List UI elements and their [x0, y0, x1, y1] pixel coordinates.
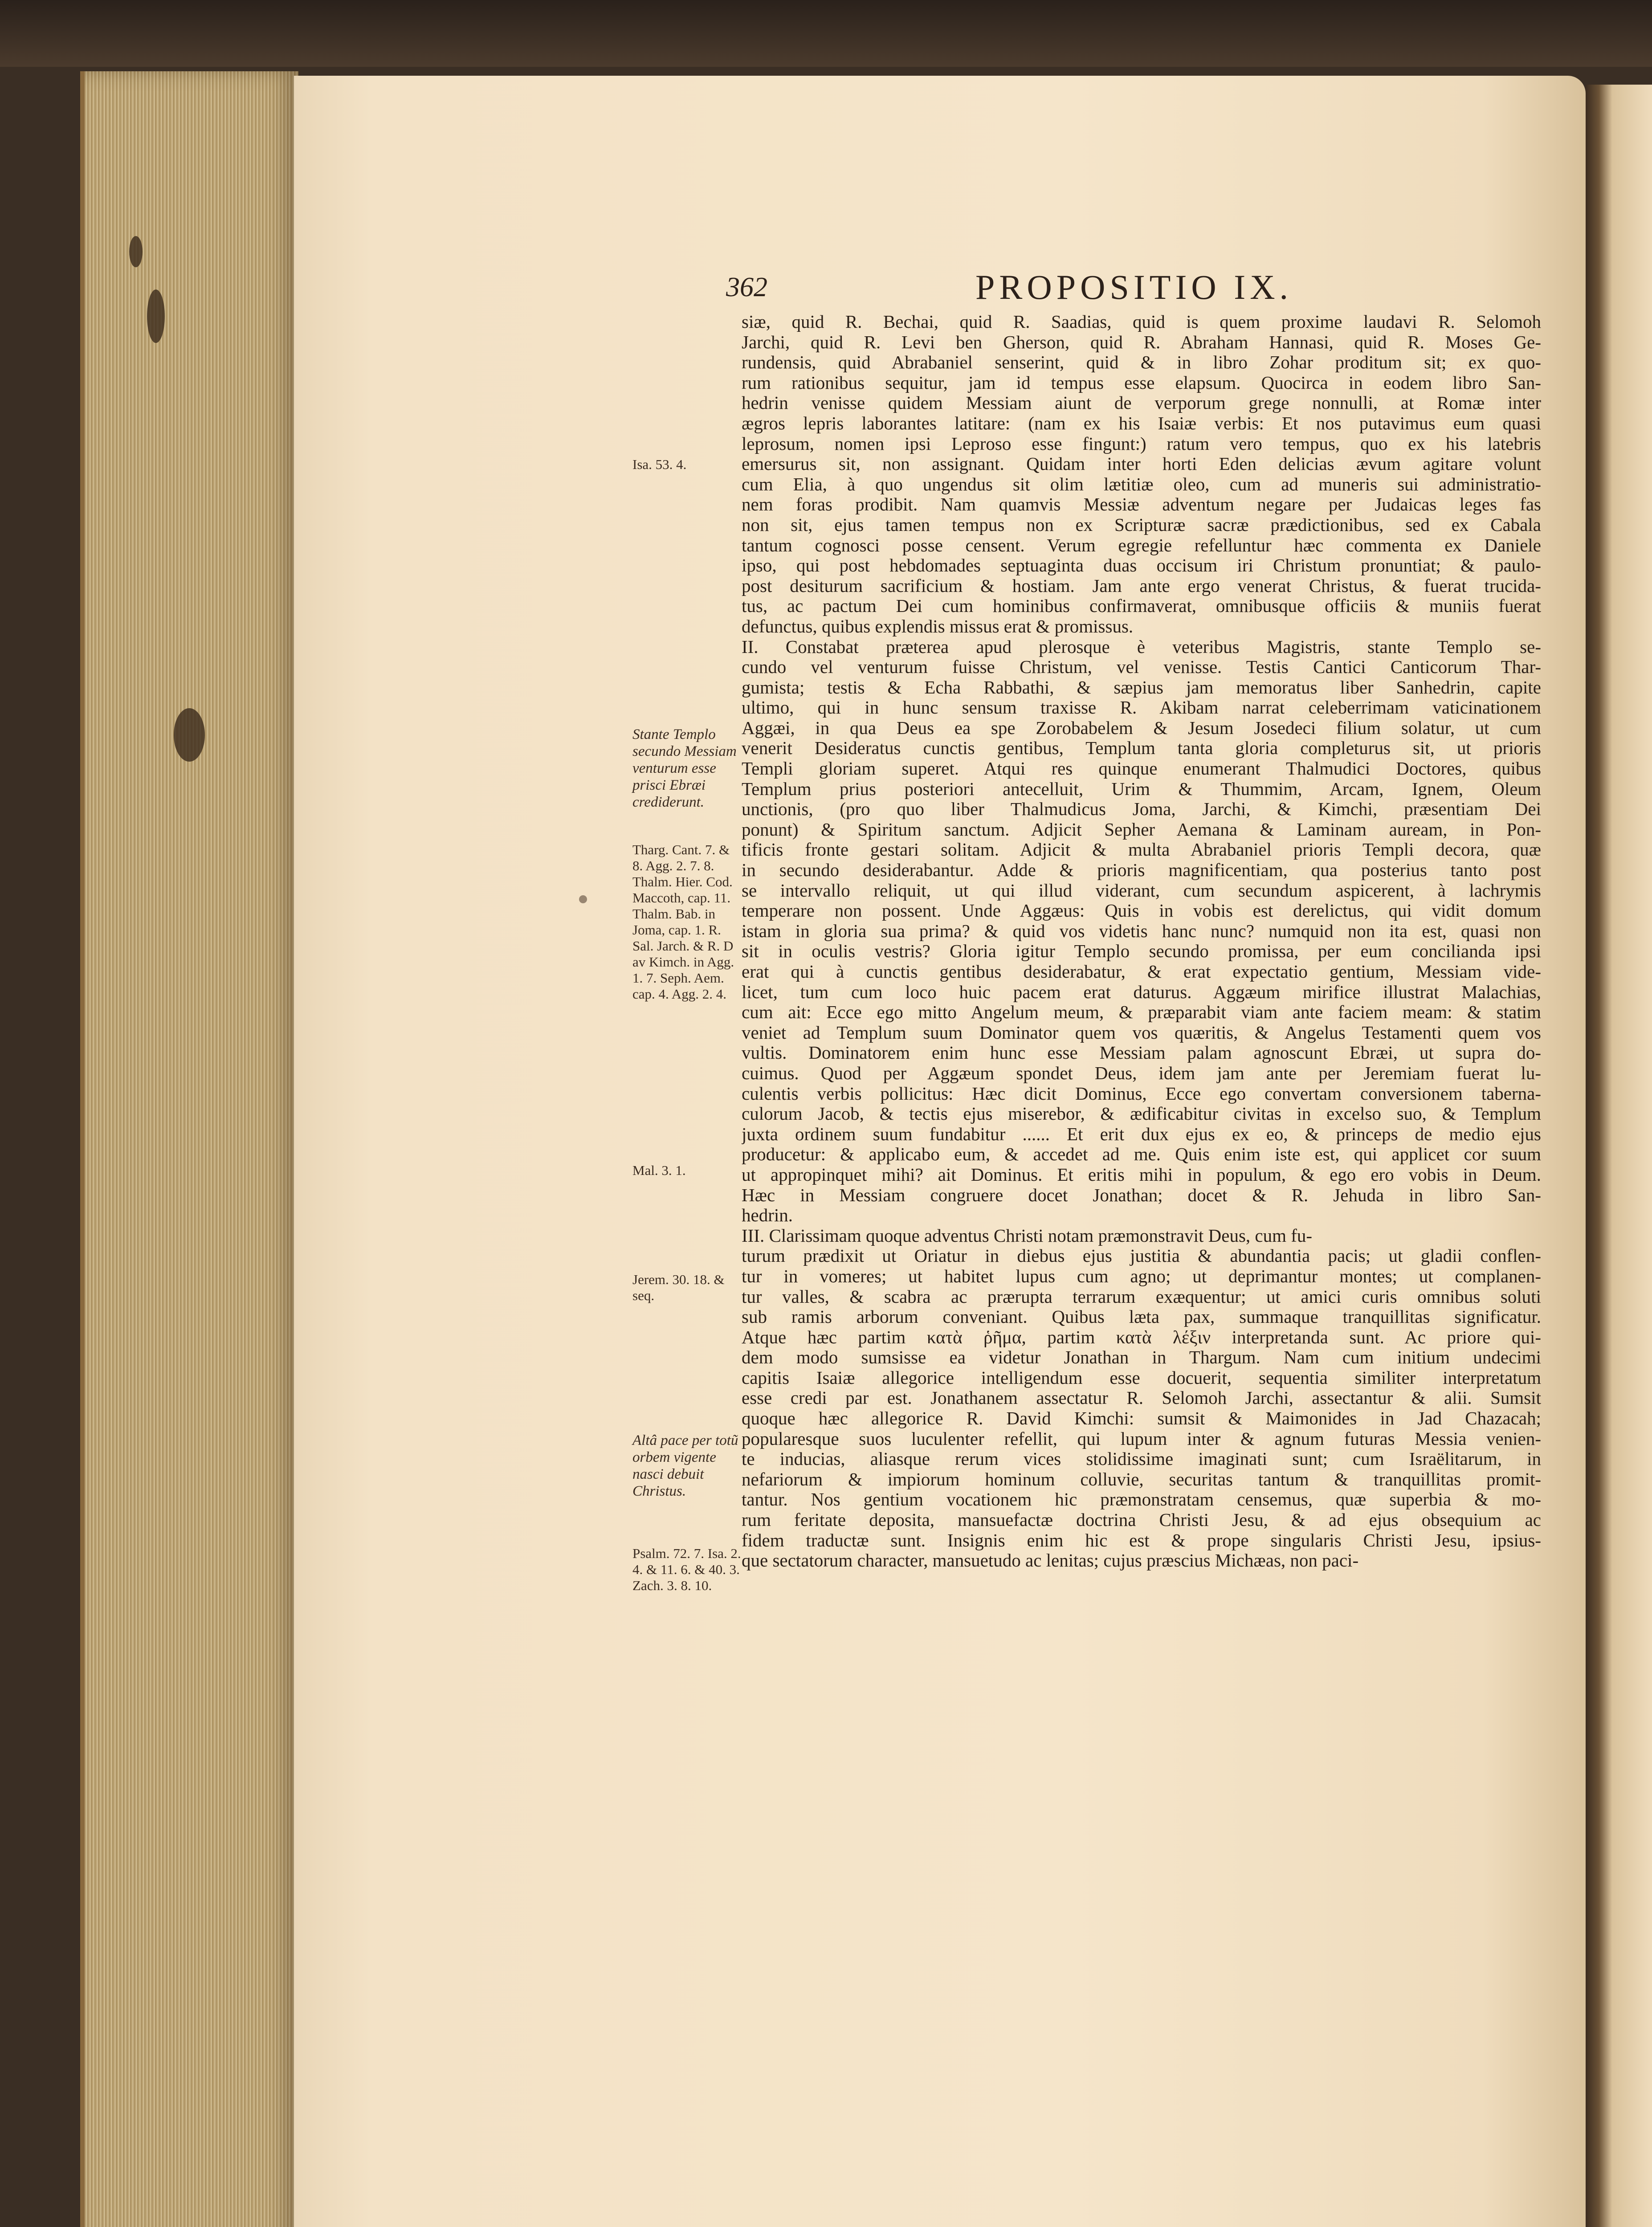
margin-note-text: Stante Templo secundo Messiam venturum esse prisci Ebræi crediderunt. [632, 726, 737, 810]
margin-note: Jerem. 30. 18. & seq. [632, 1272, 725, 1303]
margin-note: Tharg. Cant. 7. & 8. Agg. 2. 7. 8. Thalm. Hier. Cod. Maccoth, cap. 11. Thalm. Bab. in Joma, cap. 1. R. Sal. Jarch. & R. D av Kimch. in Agg. 1. 7. Seph. Aem. cap. 4. Agg. 2. 4. [632, 842, 734, 1002]
text-line: cuimus. Quod per Aggæum spondet Deus, idem jam ante per Jeremiam fuerat lu- [742, 1063, 1541, 1083]
text-line: ponunt) & Spiritum sanctum. Adjicit Sepher Aemana & Laminam auream, in Pon- [742, 819, 1541, 840]
text-line: juxta ordinem suum fundabitur ...... Et erit dux ejus ex eo, & princeps de medio ejus [742, 1124, 1541, 1144]
text-line: ægros lepris laborantes latitare: (nam ex his Isaiæ verbis: Et nos putavimus eum quasi [742, 413, 1541, 433]
text-line: gumista; testis & Echa Rabbathi, & sæpius jam memoratus liber Sanhedrin, capite [742, 677, 1541, 697]
margin-note-italic [632, 1432, 742, 1500]
margin-note: Psalm. 72. 7. Isa. 2. 4. & 11. 6. & 40. 3. Zach. 3. 8. 10. [632, 1546, 741, 1593]
text-line: que sectatorum character, mansuetudo ac lenitas; cujus præscius Michæas, non paci- [742, 1550, 1359, 1571]
text-line: emersurus sit, non assignant. Quidam inter horti Eden delicias ævum agitare volunt [742, 454, 1541, 474]
text-line: siæ, quid R. Bechai, quid R. Saadias, quid is quem proxime laudavi R. Selomoh [742, 312, 1541, 332]
text-line: temperare non possent. Unde Aggæus: Quis in vobis est derelictus, qui vidit domum [742, 901, 1541, 921]
text-line: quoque hæc allegorice R. David Kimchi: sumsit & Maimonides in Jad Chazacah; [742, 1408, 1541, 1429]
text-line: Atque hæc partim κατὰ ῥῆμα, partim κατὰ λέξιν interpretanda sunt. Ac priore qui- [742, 1327, 1541, 1347]
facing-page-edge [1586, 85, 1652, 2227]
text-line: sub ramis arborum conveniant. Quibus læta pax, summaque tranquillitas significatur. [742, 1307, 1541, 1327]
text-line: veniet ad Templum suum Dominator quem vos quæritis, & Angelus Testamenti quem vos [742, 1022, 1541, 1043]
page-number: 362 [726, 272, 767, 302]
text-line: te inducias, aliasque rerum vices stolidissime imaginati sunt; cum Israëlitarum, in [742, 1449, 1541, 1469]
margin-note-text: Altâ pace per totũ orbem vigente nasci debuit Christus. [632, 1432, 738, 1499]
text-line: sit in oculis vestris? Gloria igitur Templo secundo promissa, per eum concilianda ipsi [742, 941, 1541, 962]
text-line: nefariorum & impiorum hominum colluvie, securitas tantum & tranquillitas promit- [742, 1469, 1541, 1489]
text-line: se intervallo reliquit, ut qui illud viderant, cum secundum aspicerent, à lachrymis [742, 880, 1541, 901]
text-line: in secundo desiderabantur. Adde & prioris magnificentiam, qua posterius tanto post [742, 860, 1541, 881]
text-line: erat qui à cunctis gentibus desiderabatur, & erat expectatio gentium, Messiam vide- [742, 962, 1541, 982]
text-line: cum Elia, à quo ungendus sit olim lætitiæ oleo, cum ad muneris sui administratio- [742, 474, 1541, 494]
text-line: popularesque suos luculenter refellit, qui lupum inter & agnum futuras Messia venien- [742, 1428, 1541, 1449]
body-text [742, 312, 1541, 1571]
text-line: III. Clarissimam quoque adventus Christi notam præmonstravit Deus, cum fu- [742, 1225, 1313, 1246]
text-line: culorum Jacob, & tectis ejus miserebor, & ædificabitur civitas in excelso suo, & Templum [742, 1104, 1541, 1124]
text-line: tur valles, & scabra ac prærupta terrarum exæquentur; ut amici curis omnibus soluti [742, 1286, 1541, 1307]
text-line: tus, ac pactum Dei cum hominibus confirmaverat, omnibusque officiis & muniis fuerat [742, 596, 1541, 616]
text-line: post desiturum sacrificium & hostiam. Jam ante ergo venerat Christus, & fuerat trucida- [742, 575, 1541, 596]
text-line: dem modo sumsisse ea videtur Jonathan in Thargum. Nam cum initium undecimi [742, 1347, 1541, 1368]
text-line: Hæc in Messiam congruere docet Jonathan; docet & R. Jehuda in libro San- [742, 1185, 1541, 1205]
text-line: leprosum, nomen ipsi Leproso esse fingunt:) ratum vero tempus, quo ex his latebris [742, 433, 1541, 454]
text-line: vultis. Dominatorem enim hunc esse Messiam palam agnoscunt Ebræi, ut supra do- [742, 1043, 1541, 1063]
margin-note: Isa. 53. 4. [632, 457, 687, 472]
text-line: ultimo, qui in hunc sensum traxisse R. Akibam narrat celeberrimam vaticinationem [742, 697, 1541, 718]
text-line: culentis verbis pollicitus: Hæc dicit Dominus, Ecce ego convertam conversionem taberna- [742, 1083, 1541, 1104]
text-line: Templi gloriam superet. Atqui res quinque enumerant Thalmudici Doctores, quibus [742, 759, 1541, 779]
text-line: cum ait: Ecce ego mitto Angelum meum, & præparabit viam ante faciem meam: & statim [742, 1002, 1541, 1023]
ink-stain [174, 708, 205, 762]
text-line: capitis Isaiæ allegorice intelligendum esse docuerit, sequentia similiter interpretatum [742, 1367, 1541, 1388]
text-line: producetur: & applicabo eum, & accedet ad me. Quis enim iste est, qui applicet cor suum [742, 1144, 1541, 1165]
text-line: esse credi par est. Jonathanem assectatur R. Selomoh Jarchi, assectantur & alii. Sumsit [742, 1388, 1541, 1408]
text-line: cundo vel venturum fuisse Christum, vel venisse. Testis Cantici Canticorum Thar- [742, 657, 1541, 677]
text-line: tur in vomeres; ut habitet lupus cum agno; ut deprimantur montes; ut complanen- [742, 1266, 1541, 1286]
text-line: unctionis, (pro quo liber Thalmudicus Joma, Jarchi, & Kimchi, præsentiam Dei [742, 799, 1541, 820]
text-line: II. Constabat præterea apud plerosque è veteribus Magistris, stante Templo se- [742, 636, 1541, 657]
text-line: tantur. Nos gentium vocationem hic præmonstratam censemus, quæ superbia & mo- [742, 1489, 1541, 1510]
text-line: licet, tum cum loco huic pacem erat daturus. Aggæum mirifice illustrat Malachias, [742, 982, 1541, 1002]
text-line: hedrin venisse quidem Messiam aiunt de verporum grege nonnulli, at Romæ inter [742, 393, 1541, 413]
text-line: defunctus, quibus explendis missus erat & promissus. [742, 616, 1134, 636]
text-line: istam in gloria sua prima? & quid vos videtis hanc nunc? numquid non ita est, quasi non [742, 921, 1541, 941]
text-line: turum prædixit ut Oriatur in diebus ejus justitia & abundantia pacis; ut gladii conflen- [742, 1246, 1541, 1266]
text-line: tificis fronte gestari solitam. Adjicit & multa Abrabaniel prioris Templi decora, quæ [742, 840, 1541, 860]
text-line: ut appropinquet mihi? ait Dominus. Et eritis mihi in populum, & ego ero vobis in Deum. [742, 1164, 1541, 1185]
text-line: rum feritate deposita, mansuefactæ doctrina Christi Jesu, & ad ejus obsequium ac [742, 1510, 1541, 1530]
text-line: rum rationibus sequitur, jam id tempus esse elapsum. Quocirca in eodem libro San- [742, 372, 1541, 393]
text-line: Jarchi, quid R. Levi ben Gherson, quid R. Abraham Hannasi, quid R. Moses Ge- [742, 332, 1541, 352]
text-line: Templum prius posteriori antecelluit, Urim & Thummim, Arcam, Ignem, Oleum [742, 779, 1541, 799]
ink-stain [147, 290, 165, 343]
running-head [726, 267, 1372, 307]
book-cover-top [0, 0, 1652, 67]
ink-stain [579, 895, 587, 903]
text-line: Aggæi, in qua Deus ea spe Zorobabelem & Jesum Josedeci filium solatur, ut cum [742, 718, 1541, 738]
ink-stain [129, 236, 143, 267]
page-edges [80, 71, 298, 2227]
text-line: tantum cognosci posse censent. Verum egregie refelluntur hæc commenta ex Daniele [742, 535, 1541, 555]
page-title: PROPOSITIO IX. [975, 268, 1293, 306]
margin-note-italic [632, 726, 742, 811]
text-line: non sit, ejus tamen tempus non ex Scripturæ sacræ prædictionibus, sed ex Cabala [742, 514, 1541, 535]
text-line: ipso, qui post hebdomades septuaginta duas occisum iri Christum pronuntiat; & paulo- [742, 555, 1541, 576]
text-line: venerit Desideratus cunctis gentibus, Templum tanta gloria completurus sit, ut prioris [742, 738, 1541, 759]
text-line: fidem traductæ sunt. Insignis enim hic est & prope singularis Christi Jesu, ipsius- [742, 1530, 1541, 1550]
text-line: nem foras prodibit. Nam quamvis Messiæ adventum negare per Judaicas leges fas [742, 494, 1541, 515]
margin-note: Mal. 3. 1. [632, 1162, 686, 1178]
text-line: hedrin. [742, 1205, 793, 1226]
text-line: rundensis, quid Abrabaniel senserint, quid & in libro Zohar proditum sit; ex quo- [742, 352, 1541, 373]
